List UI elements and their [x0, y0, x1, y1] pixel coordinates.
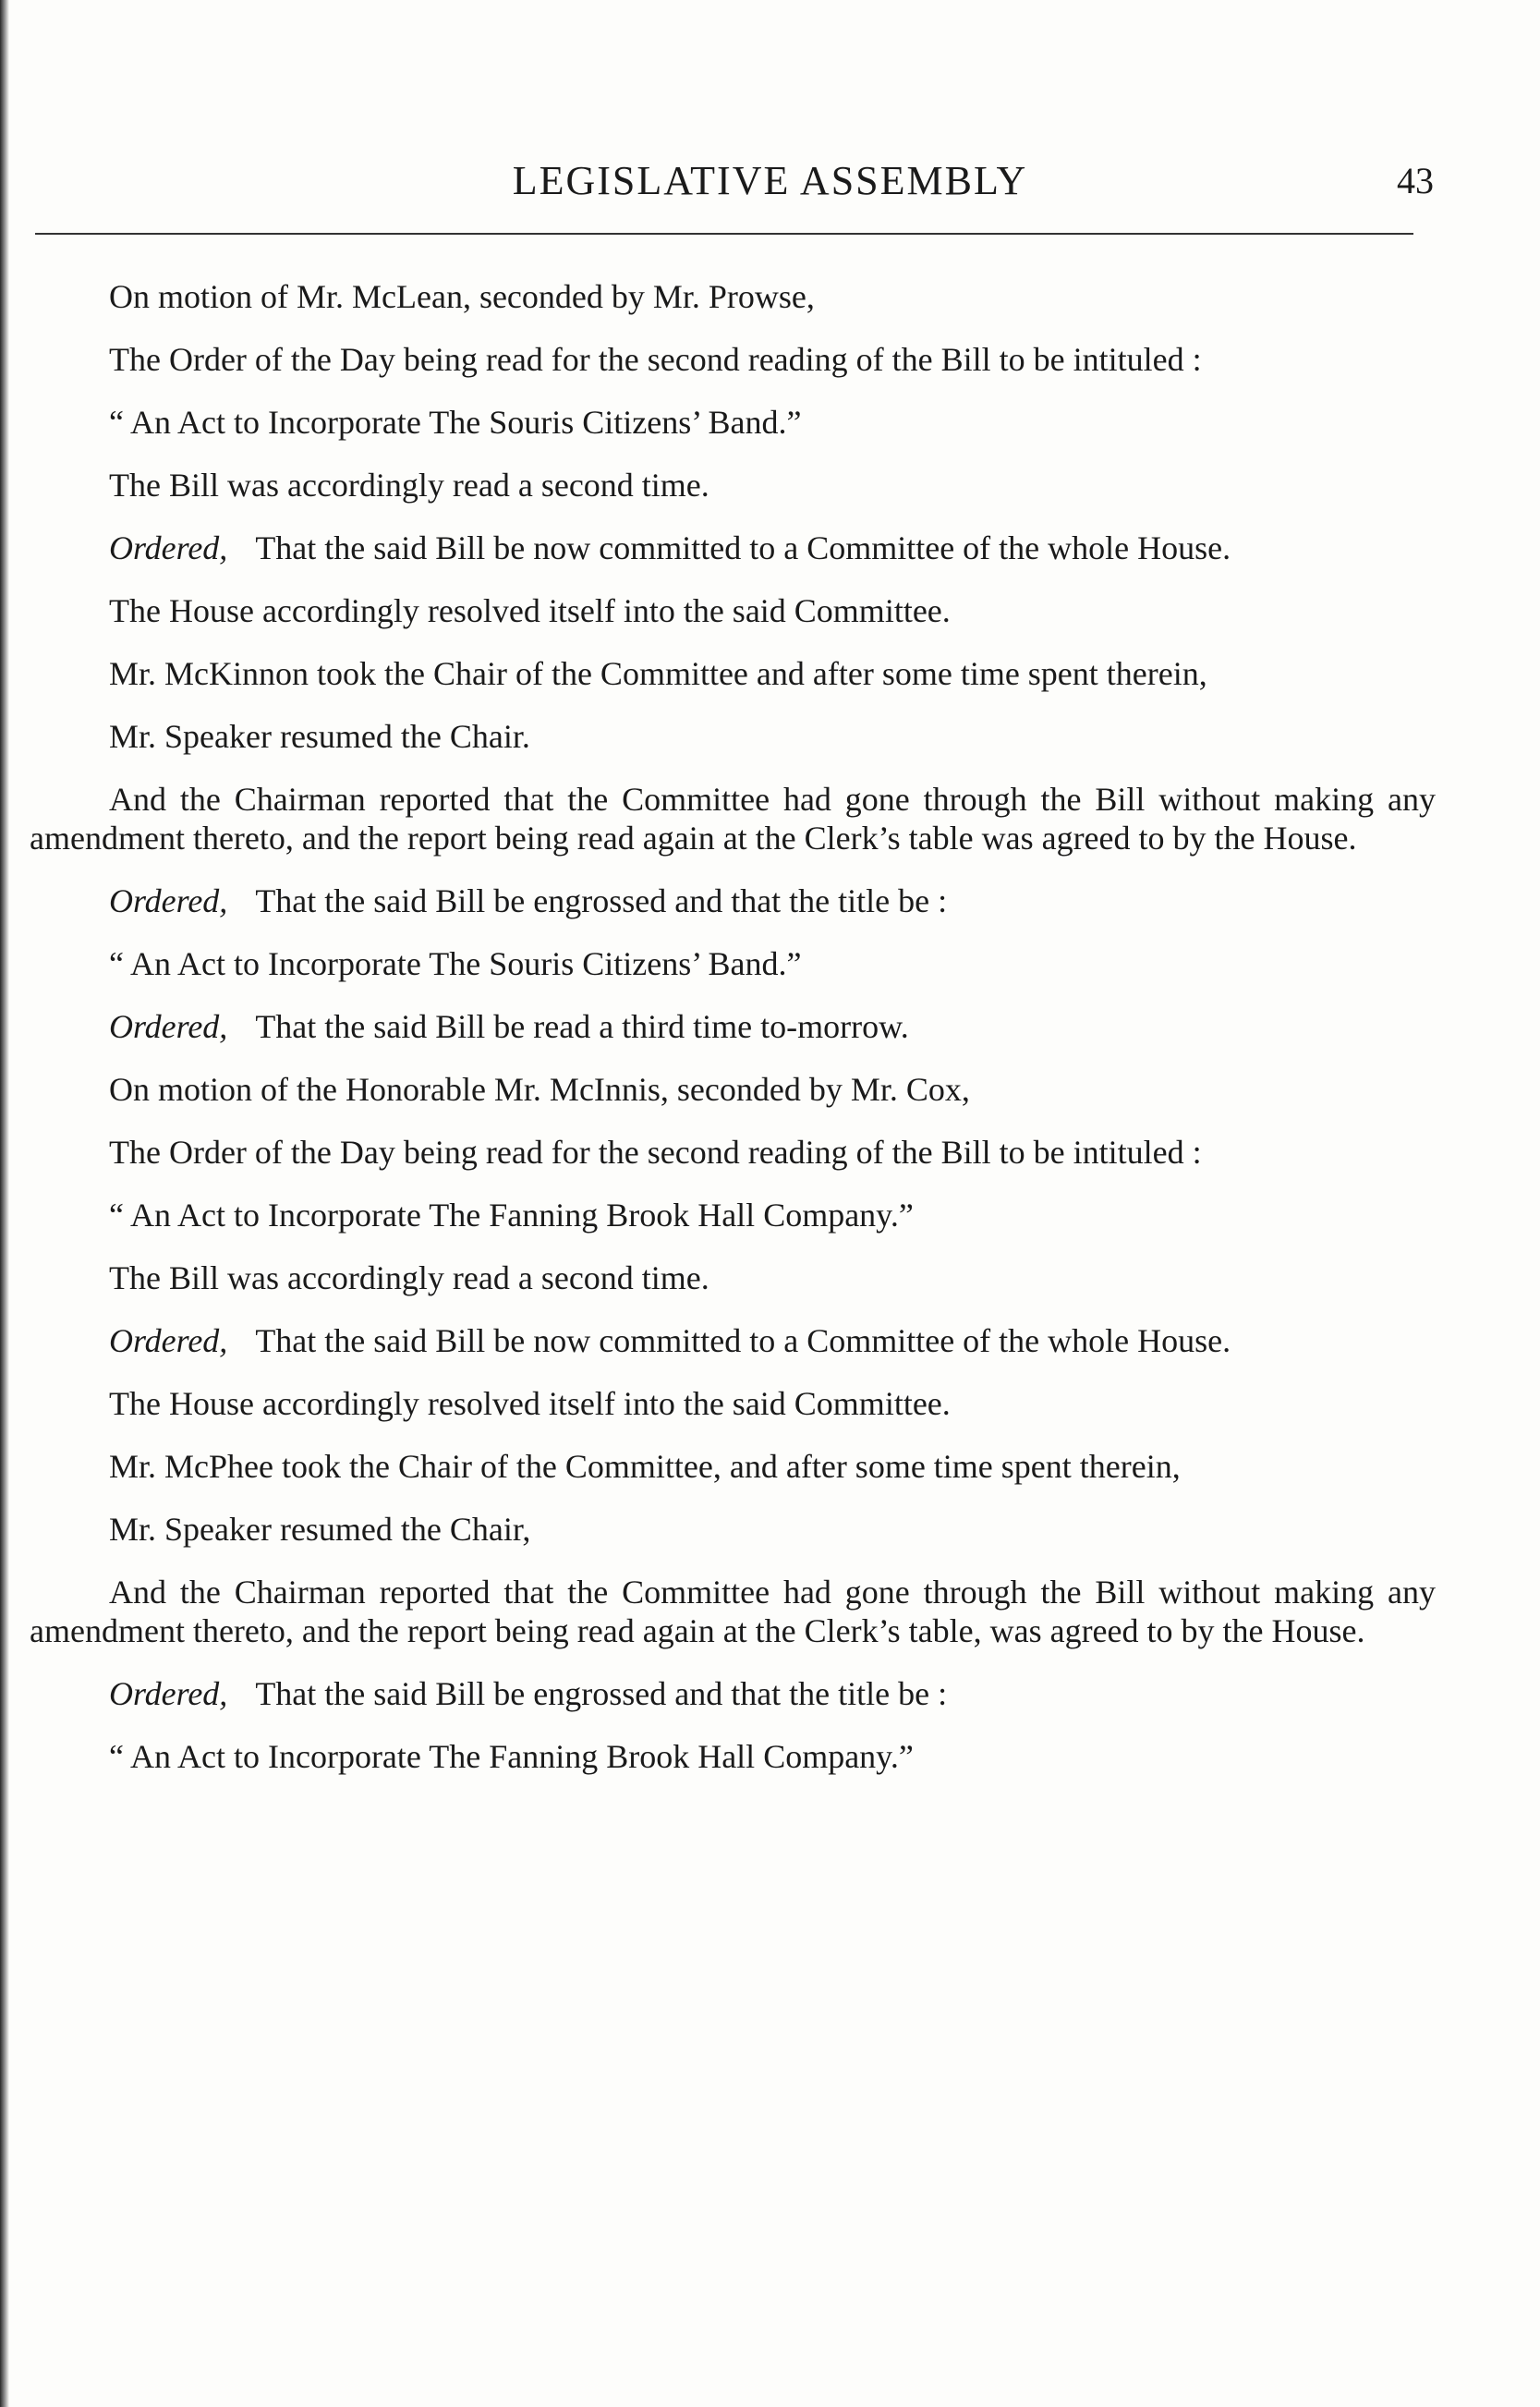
paragraph-text: Mr. Speaker resumed the Chair. — [109, 718, 530, 755]
paragraph — [30, 591, 1436, 630]
paragraph — [30, 1258, 1436, 1297]
paragraph-text: The House accordingly resolved itself into the said Committee. — [109, 1385, 951, 1422]
paragraph — [30, 1737, 1436, 1776]
paragraph-text: “ An Act to Incorporate The Souris Citizens’ Band.” — [109, 404, 802, 441]
paragraph-text: “ An Act to Incorporate The Fanning Brook Hall Company.” — [109, 1738, 914, 1775]
ordered-lead: Ordered, — [109, 882, 228, 919]
paragraph — [30, 1510, 1436, 1549]
paragraph — [30, 529, 1436, 567]
paragraph-text: On motion of Mr. McLean, seconded by Mr. Prowse, — [109, 278, 815, 315]
paragraph — [30, 654, 1436, 693]
paragraph-text: “ An Act to Incorporate The Fanning Brook Hall Company.” — [109, 1197, 914, 1234]
paragraph — [30, 340, 1436, 379]
paragraph — [30, 881, 1436, 920]
paragraph-text: That the said Bill be engrossed and that the title be : — [255, 882, 948, 919]
paragraph — [30, 1447, 1436, 1486]
paragraph-text: That the said Bill be engrossed and that the title be : — [255, 1675, 948, 1712]
paragraph-text: On motion of the Honorable Mr. McInnis, seconded by Mr. Cox, — [109, 1071, 970, 1108]
ordered-lead: Ordered, — [109, 1322, 228, 1359]
paragraph-text: That the said Bill be now committed to a Committee of the whole House. — [255, 1322, 1231, 1359]
paragraph-text: The House accordingly resolved itself into the said Committee. — [109, 592, 951, 629]
document-body — [30, 277, 1436, 1800]
paragraph — [30, 1674, 1436, 1713]
paragraph-text: And the Chairman reported that the Committee had gone through the Bill without making any amendment thereto, and the report being read again at the Clerk’s table was agreed to by the House. — [30, 781, 1436, 857]
paragraph — [30, 1133, 1436, 1172]
ordered-lead: Ordered, — [109, 1008, 228, 1045]
paragraph — [30, 780, 1436, 857]
paragraph — [30, 1321, 1436, 1360]
paragraph — [30, 1573, 1436, 1650]
ordered-lead: Ordered, — [109, 1675, 228, 1712]
page-edge-shadow — [0, 0, 9, 2407]
paragraph — [30, 1196, 1436, 1234]
paragraph — [30, 277, 1436, 316]
paragraph-text: “ An Act to Incorporate The Souris Citizens’ Band.” — [109, 945, 802, 982]
header-rule — [35, 233, 1413, 235]
paragraph-text: That the said Bill be now committed to a Committee of the whole House. — [255, 529, 1231, 566]
paragraph — [30, 1384, 1436, 1423]
paragraph — [30, 944, 1436, 983]
paragraph-text: And the Chairman reported that the Committee had gone through the Bill without making any amendment thereto, and the report being read again at the Clerk’s table, was agreed to by the House. — [30, 1574, 1436, 1649]
running-header-title: LEGISLATIVE ASSEMBLY — [512, 158, 1028, 203]
paragraph — [30, 1007, 1436, 1046]
paragraph-text: The Bill was accordingly read a second time. — [109, 1259, 709, 1296]
paragraph-text: The Order of the Day being read for the second reading of the Bill to be intituled : — [109, 341, 1202, 378]
paragraph-text: Mr. McPhee took the Chair of the Committee, and after some time spent therein, — [109, 1448, 1181, 1485]
paragraph — [30, 466, 1436, 504]
paragraph-text: That the said Bill be read a third time to-morrow. — [255, 1008, 909, 1045]
paragraph — [30, 403, 1436, 442]
ordered-lead: Ordered, — [109, 529, 228, 566]
paragraph-text: Mr. Speaker resumed the Chair, — [109, 1511, 531, 1548]
paragraph-text: The Order of the Day being read for the second reading of the Bill to be intituled : — [109, 1134, 1202, 1171]
paragraph-text: The Bill was accordingly read a second time. — [109, 467, 709, 504]
page-number: 43 — [1397, 160, 1434, 201]
paragraph — [30, 717, 1436, 756]
paragraph — [30, 1070, 1436, 1109]
paragraph-text: Mr. McKinnon took the Chair of the Committee and after some time spent therein, — [109, 655, 1207, 692]
